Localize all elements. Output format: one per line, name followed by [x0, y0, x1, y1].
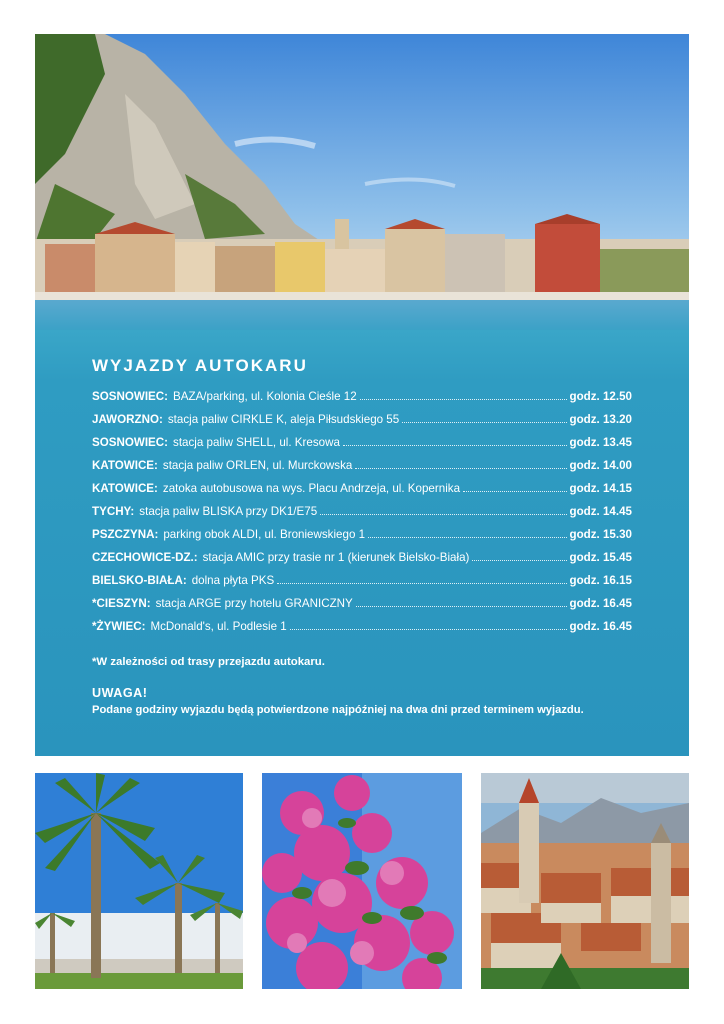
departure-city: JAWORZNO: [92, 413, 163, 426]
departure-city: *CIESZYN: [92, 597, 151, 610]
dot-leader [277, 583, 566, 584]
departure-time: godz. 13.45 [569, 436, 632, 449]
departure-row [92, 551, 632, 574]
departure-place: stacja paliw BLISKA przy DK1/E75 [139, 505, 318, 518]
dot-leader [402, 422, 566, 423]
dot-leader [290, 629, 567, 630]
warning-text: Podane godziny wyjazdu będą potwierdzone najpóźniej na dwa dni przed terminem wyjazdu. [92, 704, 584, 716]
departure-row [92, 620, 632, 643]
departure-row [92, 459, 632, 482]
departures-panel [35, 330, 689, 756]
departure-city: KATOWICE: [92, 482, 158, 495]
departure-time: godz. 16.45 [569, 597, 632, 610]
departure-row [92, 574, 632, 597]
dot-leader [320, 514, 566, 515]
departure-time: godz. 16.15 [569, 574, 632, 587]
departure-city: CZECHOWICE-DZ.: [92, 551, 198, 564]
departure-place: stacja paliw ORLEN, ul. Murckowska [162, 459, 353, 472]
departure-city: SOSNOWIEC: [92, 436, 169, 449]
departure-time: godz. 12.50 [569, 390, 632, 403]
departure-city: TYCHY: [92, 505, 135, 518]
departure-time: godz. 14.00 [569, 459, 632, 472]
departures-heading: WYJAZDY AUTOKARU [92, 356, 308, 375]
departures-list [92, 390, 632, 643]
dot-leader [463, 491, 566, 492]
dot-leader [343, 445, 567, 446]
departure-row [92, 390, 632, 413]
warning-title: UWAGA! [92, 686, 148, 700]
departure-time: godz. 15.45 [569, 551, 632, 564]
departure-place: stacja paliw SHELL, ul. Kresowa [173, 436, 340, 449]
departure-place: dolna płyta PKS [191, 574, 275, 587]
departure-city: *ŻYWIEC: [92, 620, 146, 633]
departure-row [92, 528, 632, 551]
departure-place: stacja AMIC przy trasie nr 1 (kierunek Bielsko-Biała) [202, 551, 470, 564]
departure-time: godz. 16.45 [569, 620, 632, 633]
dot-leader [356, 606, 567, 607]
dot-leader [355, 468, 566, 469]
departure-city: SOSNOWIEC: [92, 390, 169, 403]
departure-time: godz. 14.45 [569, 505, 632, 518]
departure-place: parking obok ALDI, ul. Broniewskiego 1 [163, 528, 366, 541]
departure-city: PSZCZYNA: [92, 528, 159, 541]
departure-time: godz. 14.15 [569, 482, 632, 495]
hero-photo-coastal-town [35, 34, 689, 332]
departure-row [92, 505, 632, 528]
departure-place: McDonald's, ul. Podlesie 1 [150, 620, 287, 633]
departure-row [92, 482, 632, 505]
departure-place: stacja paliw CIRKLE K, aleja Piłsudskiego 55 [167, 413, 400, 426]
departure-time: godz. 15.30 [569, 528, 632, 541]
departure-row [92, 436, 632, 459]
departure-row [92, 413, 632, 436]
route-note: *W zależności od trasy przejazdu autokaru. [92, 656, 325, 668]
departure-place: zatoka autobusowa na wys. Placu Andrzeja, ul. Kopernika [162, 482, 461, 495]
photo-old-town-tower [481, 773, 689, 989]
dot-leader [368, 537, 566, 538]
departure-row [92, 597, 632, 620]
dot-leader [360, 399, 567, 400]
photo-bougainvillea-flowers [262, 773, 462, 989]
departure-place: stacja ARGE przy hotelu GRANICZNY [155, 597, 353, 610]
departure-city: BIELSKO-BIAŁA: [92, 574, 187, 587]
departure-place: BAZA/parking, ul. Kolonia Cieśle 12 [173, 390, 357, 403]
departure-time: godz. 13.20 [569, 413, 632, 426]
dot-leader [472, 560, 566, 561]
departure-city: KATOWICE: [92, 459, 158, 472]
photo-palm-promenade [35, 773, 243, 989]
